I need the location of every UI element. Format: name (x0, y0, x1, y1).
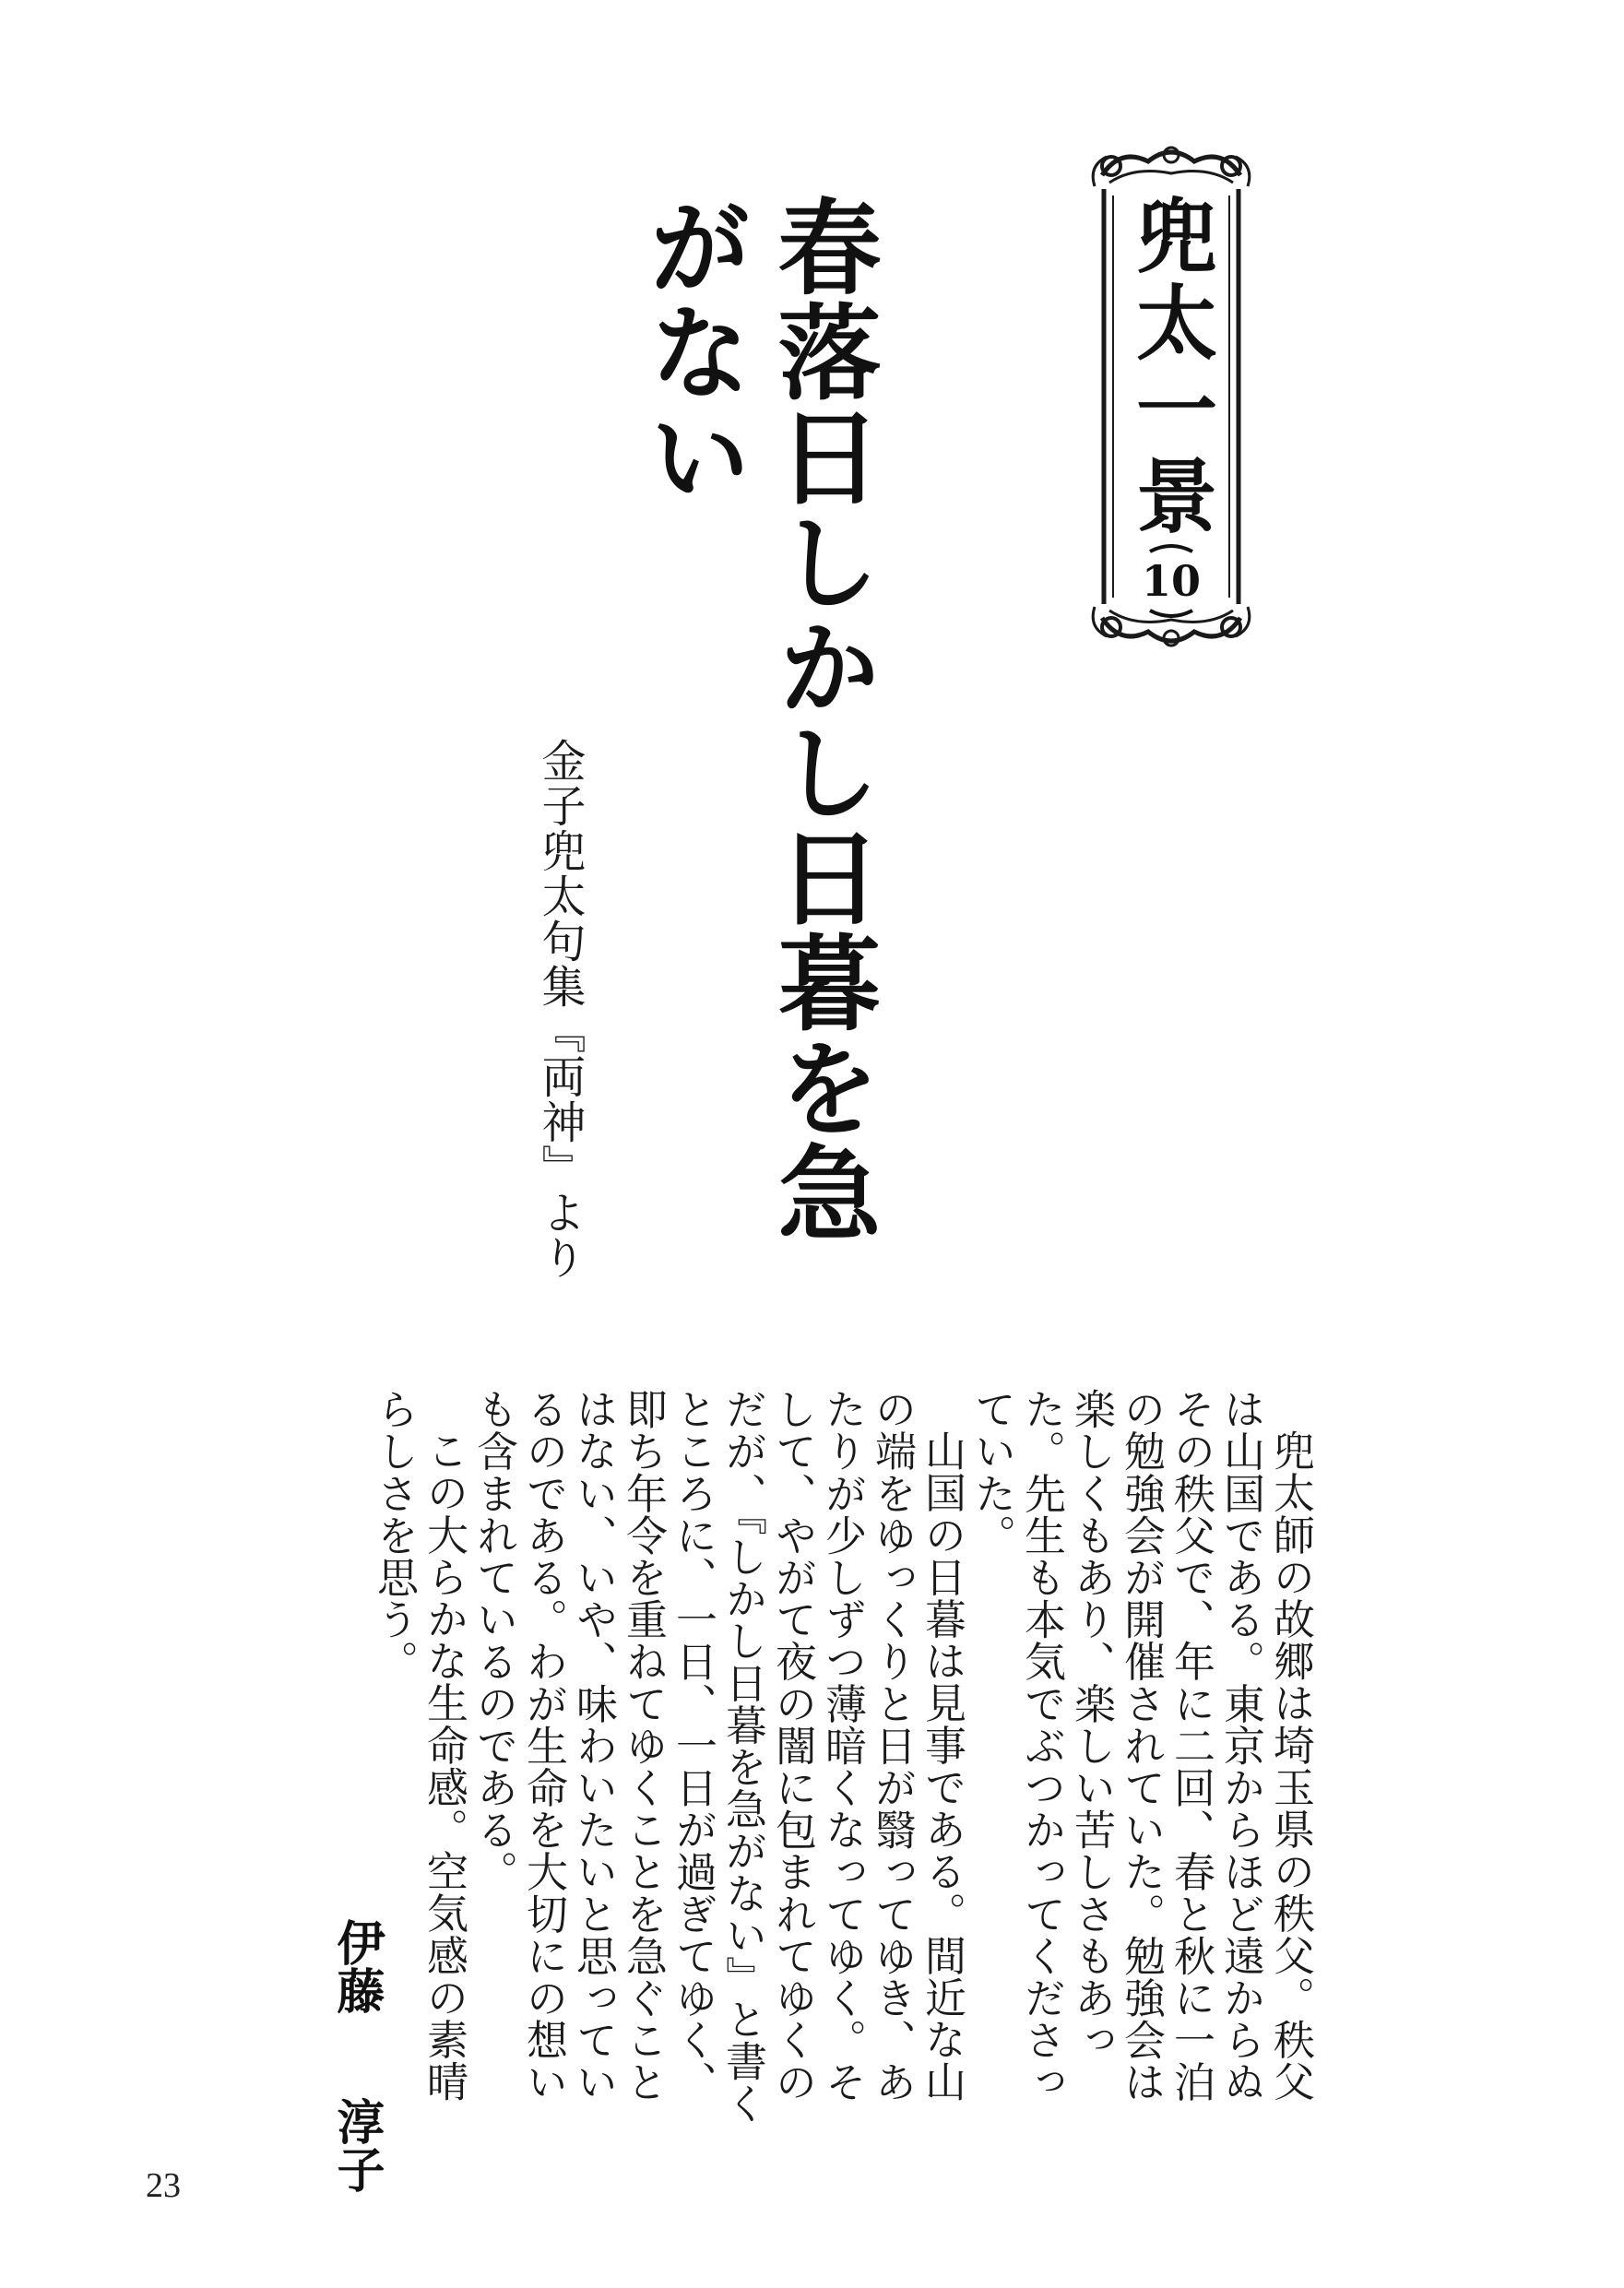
essay-body (370, 1388, 1315, 2135)
haiku-title: 春落日しかし日暮を急がない (632, 194, 882, 1245)
essay-paragraph: 山国の日暮は見事である。間近な山の端をゆっくりと日が翳ってゆき、あたりが少しずつ薄暗くなってゆく。そして、やがて夜の闇に包まれてゆくのだが、『しかし日暮を急がない』と書くところに、一日、一日が過ぎてゆく、即ち年令を重ねてゆくことを急ぐことはない、いや、味わいたいと思っているのである。わが生命を大切にの想いも含まれているのである。 (469, 1388, 966, 2125)
page-number: 23 (146, 2166, 181, 2205)
author-name (323, 1918, 389, 2195)
essay-paragraph: 兜太師の故郷は埼玉県の秩父。秩父は山国である。東京からほど遠からぬその秩父で、年に二回、春と秋に一泊の勉強会が開催されていた。勉強会は楽しくもあり、楽しい苦しさもあった。先生も本気でぶつかってくださっていた。 (967, 1388, 1315, 2104)
series-number-value: 10 (1141, 556, 1201, 606)
series-box (1084, 138, 1259, 655)
author-family-name: 伊藤 (328, 1918, 385, 2014)
essay-paragraph: この大らかな生命感。空気感の素晴らしさを思う。 (370, 1388, 468, 2103)
haiku-source: 金子兜太句集『両神』より (534, 738, 586, 1280)
series-title: 兜太一景 (1123, 194, 1219, 540)
parenthesis-icon (1141, 544, 1202, 618)
author-given-name: 淳子 (328, 2097, 385, 2193)
series-number (1141, 544, 1202, 618)
